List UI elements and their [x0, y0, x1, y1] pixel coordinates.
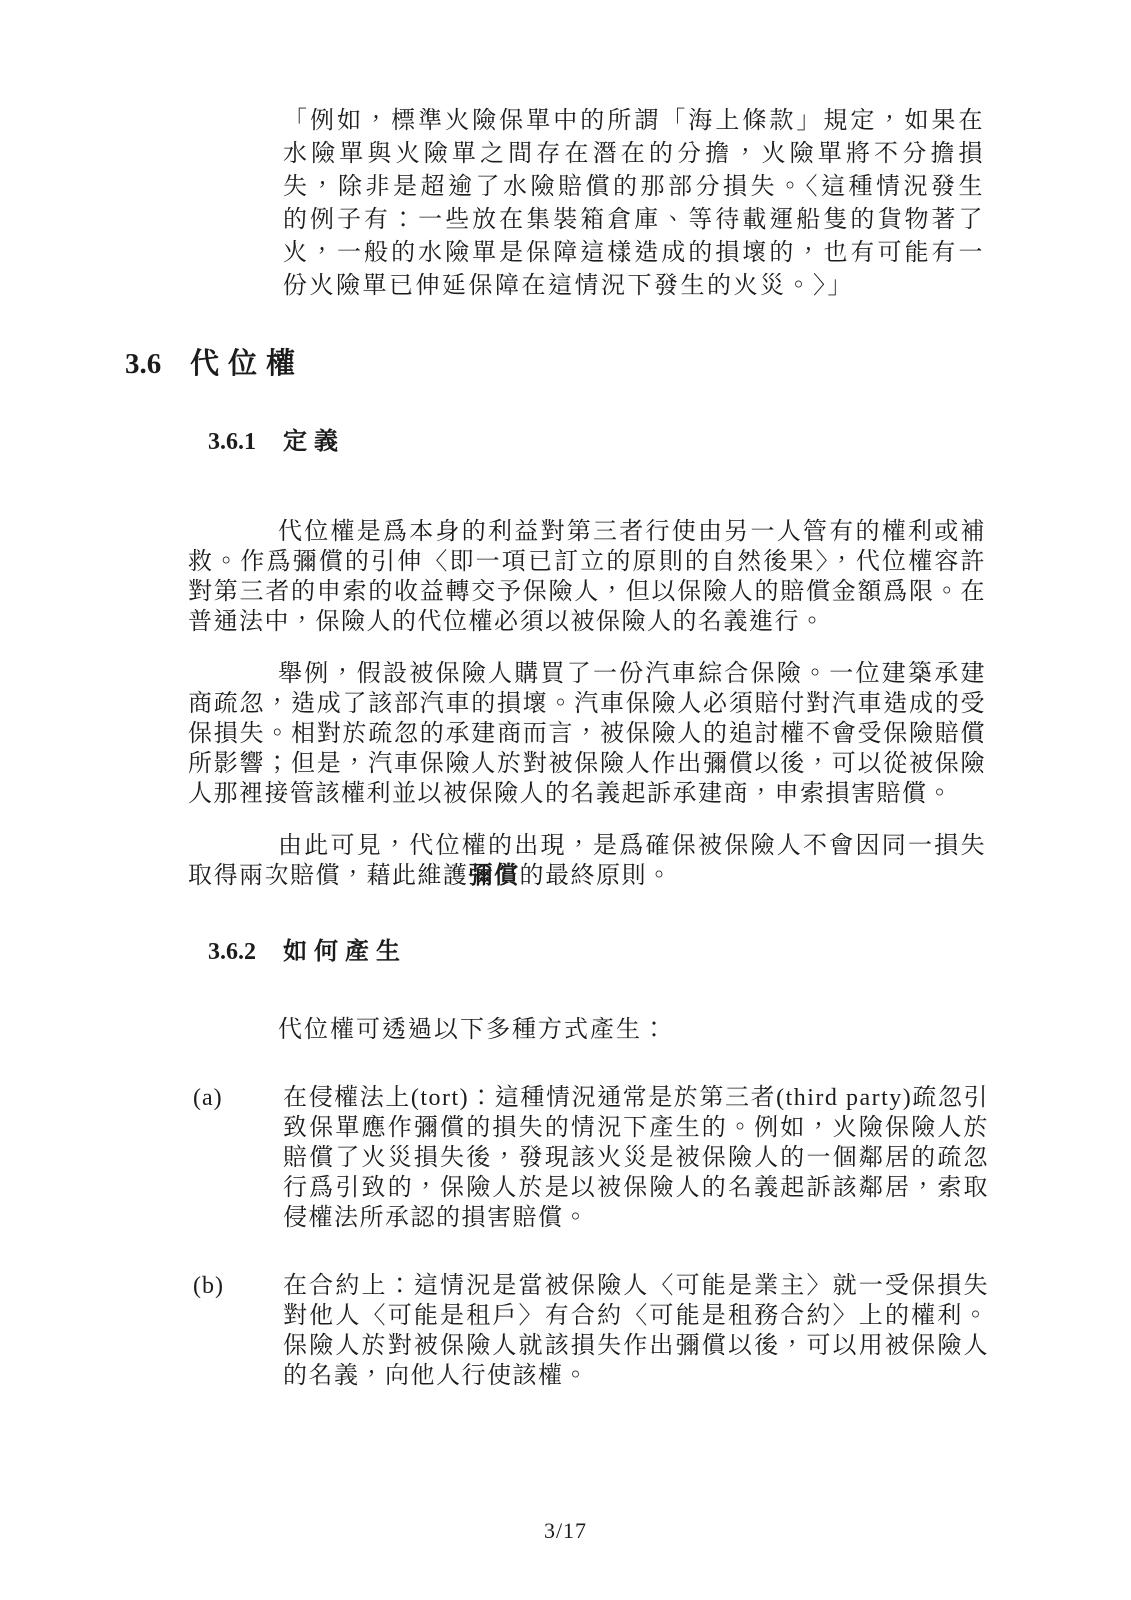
paragraph-definition-3 — [188, 831, 986, 891]
list-item-a — [193, 1083, 989, 1233]
paragraph-text: 的最終原則。 — [519, 863, 673, 889]
list-item-text: 在合約上：這情況是當被保險人〈可能是業主〉就一受保損失對他人〈可能是租戶〉有合約〈可能是租務合約〉上的權利。保險人於對被保險人就該損失作出彌償以後，可以用被保險人的名義，向他人行使該權。 — [283, 1273, 989, 1389]
quoted-paragraph: 「例如，標準火險保單中的所謂「海上條款」規定，如果在水險單與火險單之間存在潛在的分擔，火險單將不分擔損失，除非是超逾了水險賠償的那部分損失。〈這種情況發生的例子有：一些放在集裝箱倉庫、等待載運船隻的貨物著了火，一般的水險單是保障這樣造成的損壞的，也有可能有一份火險單已伸延保障在這情況下發生的火災。〉」 — [283, 108, 985, 299]
paragraph-text: 由此可見，代位權的出現，是爲確保被保險人不會因同一損失取得兩次賠償，藉此維護 — [188, 833, 986, 889]
list-item-label: (b) — [193, 1273, 224, 1299]
subsection-heading-definition — [208, 427, 1131, 457]
emphasized-term: 彌償 — [468, 863, 520, 889]
section-heading — [125, 347, 1131, 381]
page-number: 3/17 — [543, 1518, 588, 1543]
subsection-title: 如何產生 — [283, 939, 407, 965]
list-intro-line: 代位權可透過以下多種方式產生： — [278, 1017, 668, 1043]
section-title: 代位權 — [190, 348, 305, 380]
subsection-number: 3.6.1 — [208, 429, 256, 455]
subsection-heading-how-arises — [208, 937, 1131, 967]
subsection-number: 3.6.2 — [208, 939, 256, 965]
subsection-title: 定義 — [283, 429, 345, 455]
section-number: 3.6 — [125, 348, 162, 380]
list-item-text: 在侵權法上(tort)：這種情況通常是於第三者(third party)疏忽引致保單應作彌償的損失的情況下產生的。例如，火險保險人於賠償了火災損失後，發現該火災是被保險人的一個鄰居的疏忽行爲引致的，保險人於是以被保險人的名義起訴該鄰居，索取侵權法所承認的損害賠償。 — [283, 1085, 989, 1231]
list-item-label: (a) — [193, 1085, 223, 1111]
paragraph-definition-2: 舉例，假設被保險人購買了一份汽車綜合保險。一位建築承建商疏忽，造成了該部汽車的損壞。汽車保險人必須賠付對汽車造成的受保損失。相對於疏忽的承建商而言，被保險人的追討權不會受保險賠償所影響；但是，汽車保險人於對被保險人作出彌償以後，可以從被保險人那裡接管該權利並以被保險人的名義起訴承建商，申索損害賠償。 — [188, 661, 986, 807]
paragraph-definition-1: 代位權是爲本身的利益對第三者行使由另一人管有的權利或補救。作爲彌償的引伸〈即一項已訂立的原則的自然後果〉，代位權容許對第三者的申索的收益轉交予保險人，但以保險人的賠償金額爲限。在普通法中，保險人的代位權必須以被保險人的名義進行。 — [188, 519, 986, 635]
list-item-b — [193, 1271, 989, 1391]
